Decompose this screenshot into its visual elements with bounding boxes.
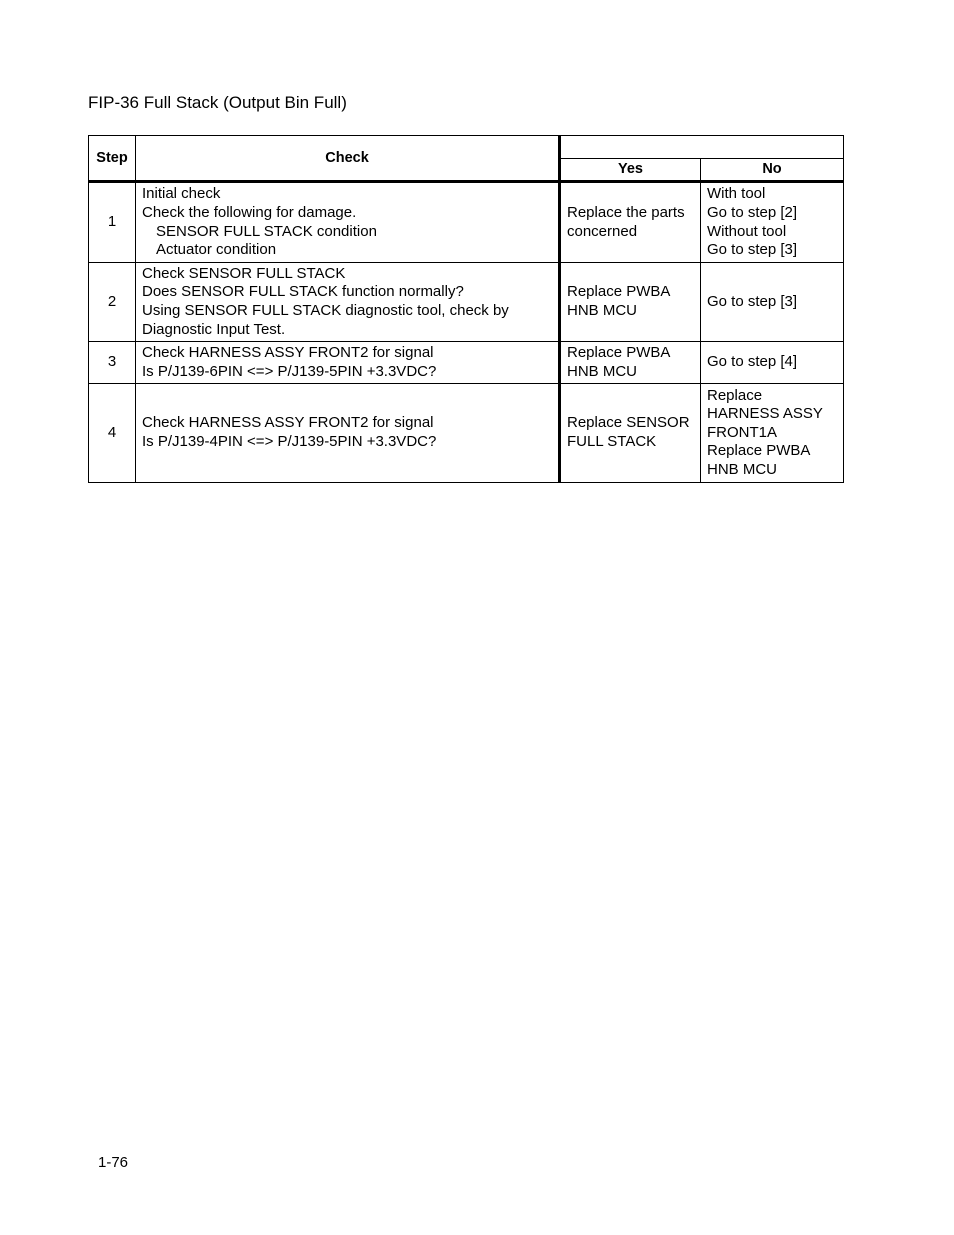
yes-line: Replace PWBA [567, 283, 671, 301]
yes-line: FULL STACK [567, 433, 657, 450]
header-yes: Yes [560, 159, 701, 182]
table-row [89, 263, 844, 342]
step-cell: 1 [89, 182, 136, 263]
header-step: Step [89, 136, 136, 182]
page-number: 1-76 [98, 1154, 129, 1171]
no-line: With tool [707, 185, 766, 203]
header-no: No [701, 159, 844, 182]
header-check: Check [136, 136, 560, 182]
yes-line: concerned [567, 222, 638, 240]
no-line: Go to step [2] [707, 203, 798, 221]
check-line: Check HARNESS ASSY FRONT2 for signal [142, 343, 434, 361]
yes-cell [560, 384, 701, 483]
no-line: FRONT1A [707, 423, 778, 441]
check-line: Does SENSOR FULL STACK function normally? [142, 283, 464, 301]
check-line: Initial check [142, 185, 221, 203]
fip-table [88, 135, 844, 483]
table-row [89, 384, 844, 483]
check-line: Is P/J139-6PIN <=> P/J139-5PIN +3.3VDC? [142, 362, 437, 380]
no-line: HNB MCU [707, 460, 777, 478]
no-cell [701, 384, 844, 483]
yes-line: HNB MCU [567, 302, 637, 319]
check-line: Actuator condition [156, 241, 277, 259]
table-header-row [89, 136, 844, 159]
header-result-group [560, 136, 844, 159]
no-line: Go to step [3] [707, 241, 798, 259]
no-line: Replace PWBA [707, 442, 811, 460]
yes-line: Replace the parts [567, 203, 685, 221]
yes-line: Replace PWBA [567, 343, 671, 361]
check-line: Check SENSOR FULL STACK [142, 264, 346, 282]
step-cell: 3 [89, 342, 136, 384]
page-title: FIP-36 Full Stack (Output Bin Full) [88, 93, 347, 112]
check-line: Using SENSOR FULL STACK diagnostic tool, check by [142, 302, 509, 319]
yes-line: HNB MCU [567, 362, 637, 380]
table-row [89, 342, 844, 384]
step-cell: 4 [89, 384, 136, 483]
no-cell [701, 342, 844, 384]
check-line: Is P/J139-4PIN <=> P/J139-5PIN +3.3VDC? [142, 433, 437, 450]
check-line: Diagnostic Input Test. [142, 320, 286, 338]
yes-cell [560, 342, 701, 384]
no-line: HARNESS ASSY [707, 405, 823, 423]
check-cell [136, 263, 560, 342]
check-line: Check the following for damage. [142, 203, 357, 221]
check-line: SENSOR FULL STACK condition [156, 222, 377, 240]
no-line: Without tool [707, 222, 787, 240]
check-cell [136, 384, 560, 483]
yes-cell [560, 263, 701, 342]
no-line: Go to step [4] [707, 353, 798, 371]
check-cell [136, 342, 560, 384]
check-line: Check HARNESS ASSY FRONT2 for signal [142, 414, 434, 432]
no-line: Go to step [3] [707, 292, 798, 310]
step-cell: 2 [89, 263, 136, 342]
check-cell [136, 182, 560, 263]
table-row [89, 182, 844, 263]
no-line: Replace [707, 386, 763, 404]
yes-cell [560, 182, 701, 263]
no-cell [701, 182, 844, 263]
yes-line: Replace SENSOR [567, 414, 690, 432]
no-cell [701, 263, 844, 342]
